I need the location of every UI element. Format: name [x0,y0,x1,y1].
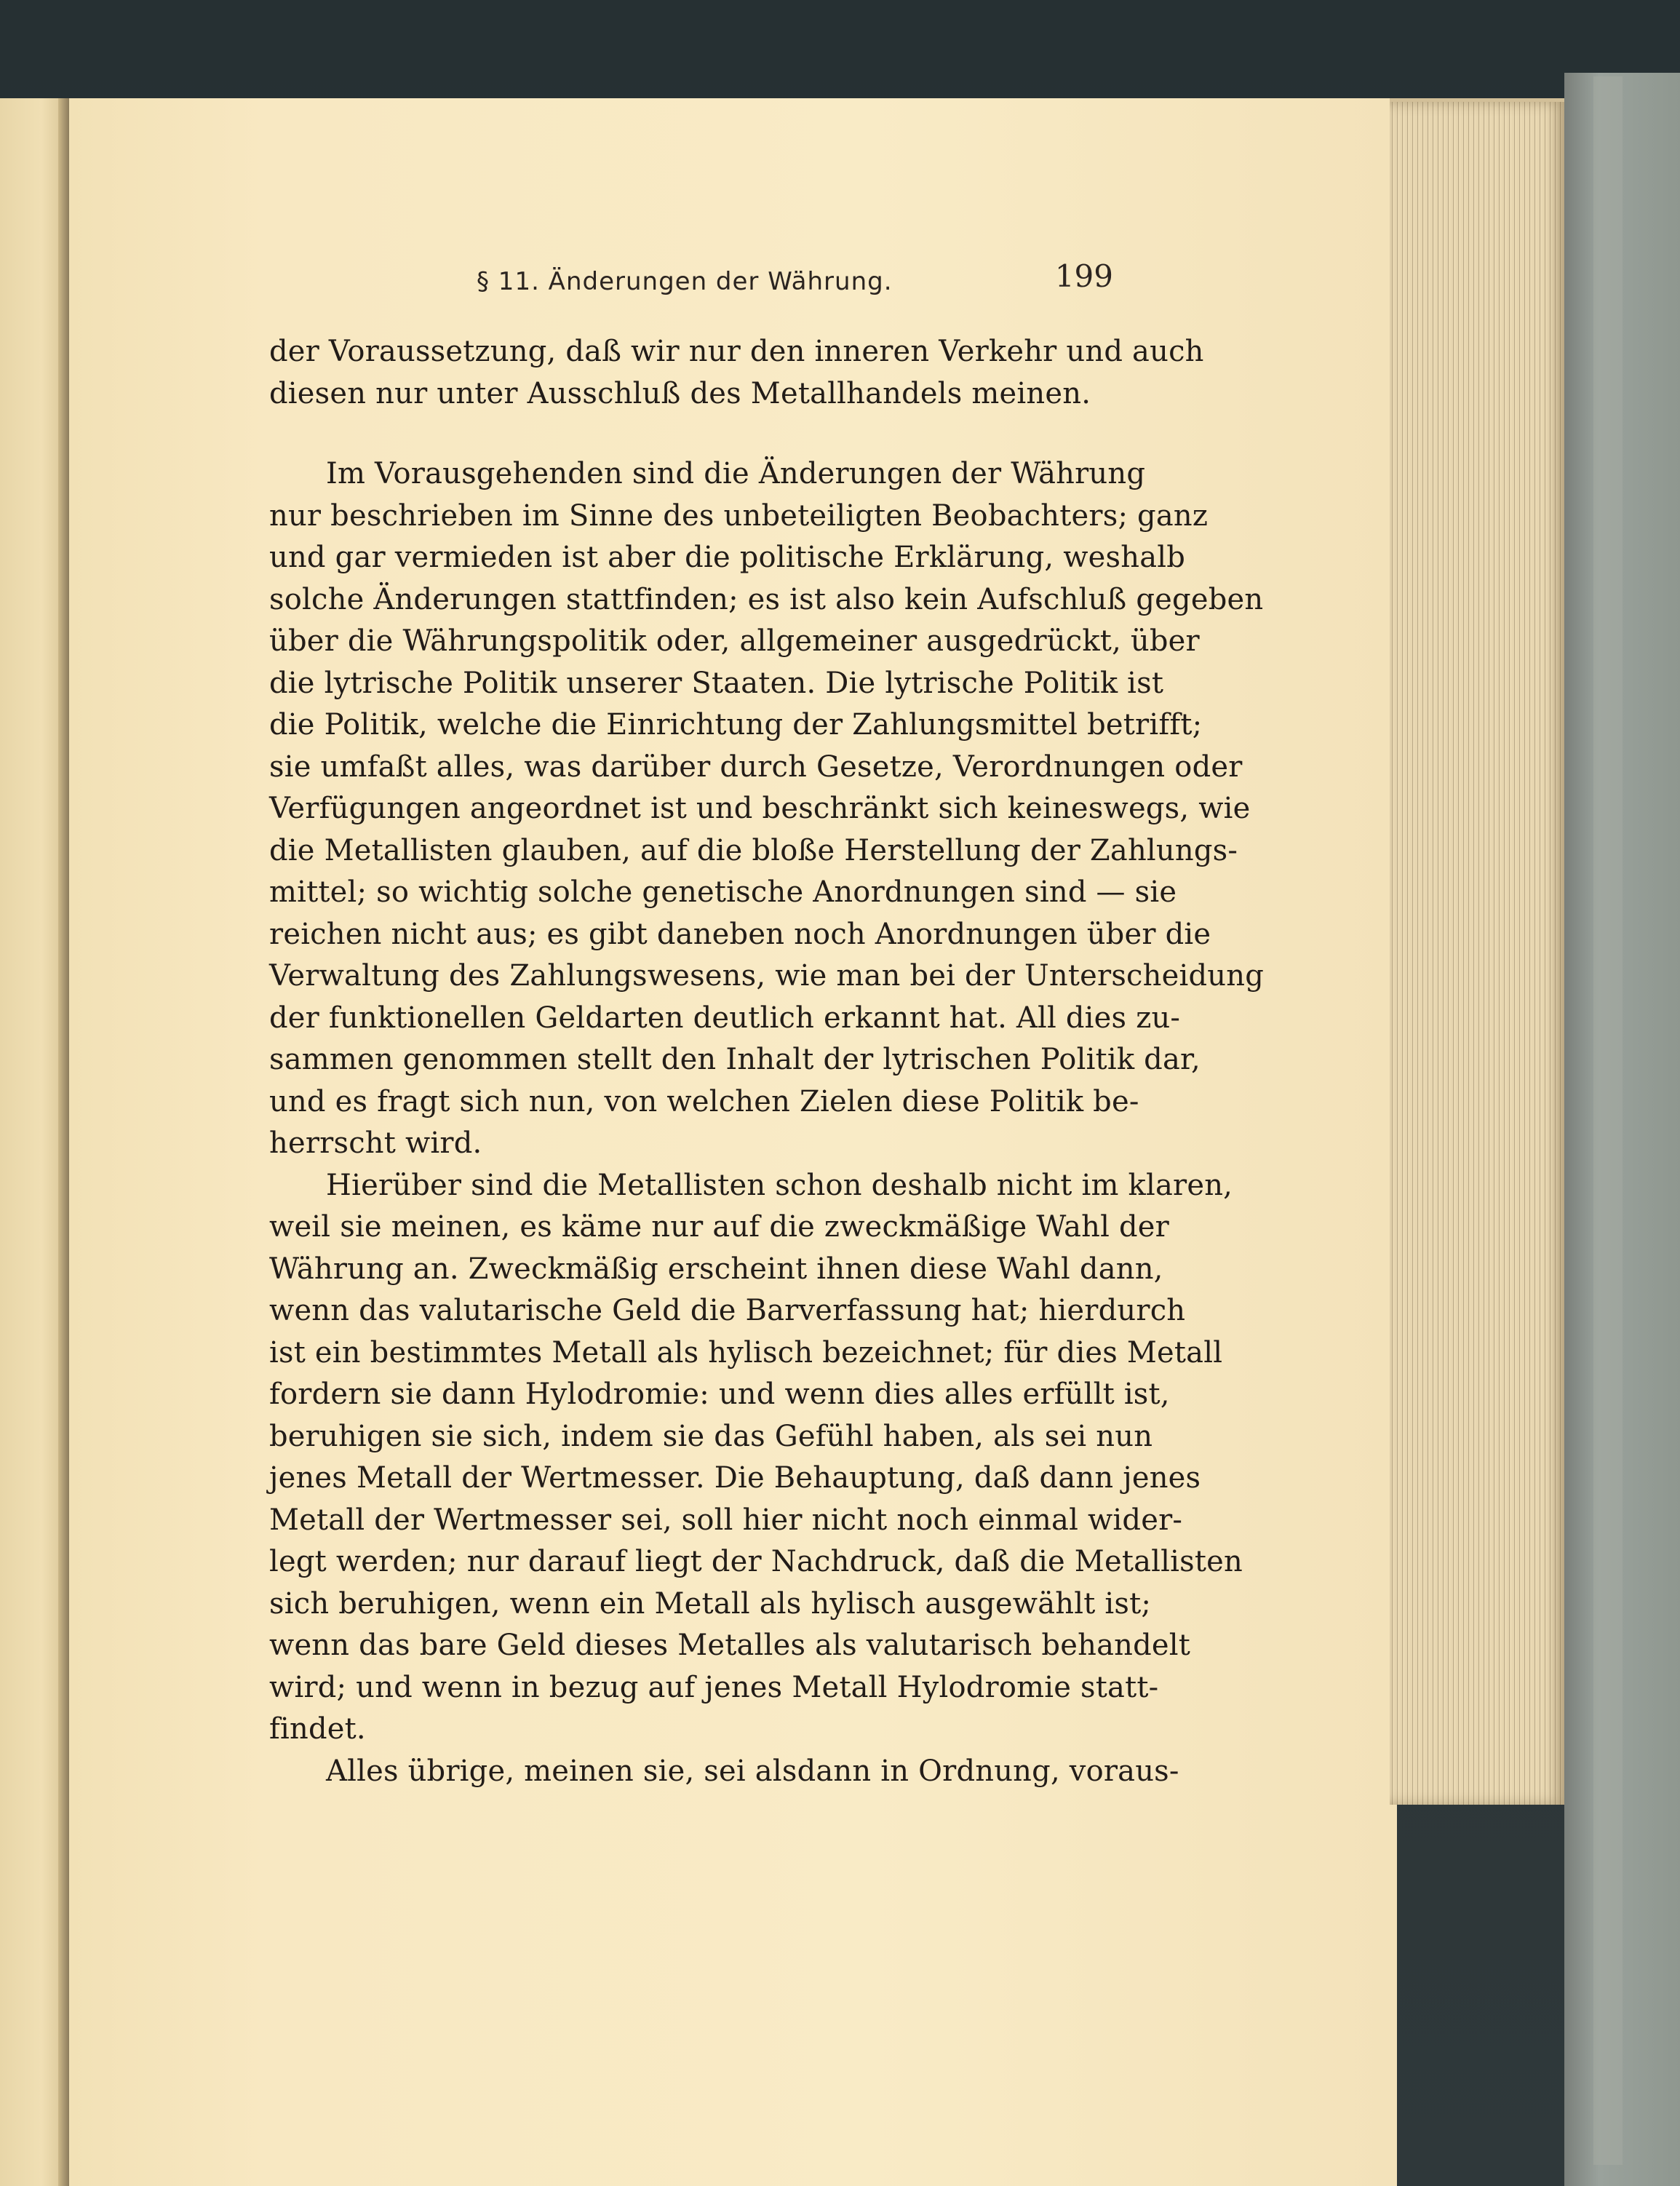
text-line: sammen genommen stellt den Inhalt der lytrischen Politik dar, [269,1043,1201,1076]
text-line: findet. [269,1712,366,1746]
text-line: wenn das valutarische Geld die Barverfassung hat; hierdurch [269,1294,1186,1327]
text-line: beruhigen sie sich, indem sie das Gefühl haben, als sei nun [269,1419,1153,1453]
text-line: Verfügungen angeordnet ist und beschränkt sich keineswegs, wie [269,792,1251,825]
text-line: die Politik, welche die Einrichtung der Zahlungsmittel betrifft; [269,708,1203,742]
text-line: wird; und wenn in bezug auf jenes Metall Hylodromie statt- [269,1670,1159,1704]
book-cover-cloth [1593,76,1623,2165]
text-line: fordern sie dann Hylodromie: und wenn dies alles erfüllt ist, [269,1378,1170,1411]
page-block-edges [1390,102,1564,1805]
text-line: reichen nicht aus; es gibt daneben noch Anordnungen über die [269,917,1211,951]
text-line: weil sie meinen, es käme nur auf die zweckmäßige Wahl der [269,1210,1169,1244]
text-line: die lytrische Politik unserer Staaten. Die lytrische Politik ist [269,666,1164,700]
running-header [269,258,1113,309]
paragraph-gap [269,415,1113,453]
text-line: und gar vermieden ist aber die politische Erklärung, weshalb [269,541,1186,574]
running-title: § 11. Änderungen der Währung. [477,267,893,296]
text-line: Im Vorausgehenden sind die Änderungen der Währung [326,457,1146,490]
text-line: ist ein bestimmtes Metall als hylisch bezeichnet; für dies Metall [269,1335,1223,1370]
text-line: solche Änderungen stattfinden; es ist also kein Aufschluß gegeben [269,582,1264,616]
text-line: wenn das bare Geld dieses Metalles als valutarisch behandelt [269,1629,1191,1662]
text-line: jenes Metall der Wertmesser. Die Behauptung, daß dann jenes [269,1461,1201,1495]
text-line: Währung an. Zweckmäßig erscheint ihnen diese Wahl dann, [269,1252,1163,1286]
text-line: legt werden; nur darauf liegt der Nachdruck, daß die Metallisten [269,1545,1243,1578]
text-line: diesen nur unter Ausschluß des Metallhandels meinen. [269,376,1091,410]
text-line: Hierüber sind die Metallisten schon deshalb nicht im klaren, [326,1168,1233,1202]
text-line: sich beruhigen, wenn ein Metall als hylisch ausgewählt ist; [269,1586,1152,1621]
page-number: 199 [1054,258,1113,294]
text-line: herrscht wird. [269,1126,482,1160]
text-line: und es fragt sich nun, von welchen Zielen diese Politik be- [269,1084,1139,1118]
text-line: Metall der Wertmesser sei, soll hier nicht noch einmal wider- [269,1503,1183,1537]
text-line: über die Währungspolitik oder, allgemeiner ausgedrückt, über [269,624,1200,658]
body-text [269,331,1265,1792]
text-line: der funktionellen Geldarten deutlich erkannt hat. All dies zu- [269,1001,1181,1035]
text-line: Alles übrige, meinen sie, sei alsdann in Ordnung, voraus- [326,1754,1179,1788]
text-line: der Voraussetzung, daß wir nur den inneren Verkehr und auch [269,335,1204,368]
text-line: die Metallisten glauben, auf die bloße Herstellung der Zahlungs- [269,833,1238,867]
text-line: Verwaltung des Zahlungswesens, wie man bei der Unterscheidung [269,959,1265,993]
text-line: mittel; so wichtig solche genetische Anordnungen sind — sie [269,875,1177,909]
text-line: sie umfaßt alles, was darüber durch Gesetze, Verordnungen oder [269,750,1243,784]
text-line: nur beschrieben im Sinne des unbeteiligten Beobachters; ganz [269,498,1209,533]
